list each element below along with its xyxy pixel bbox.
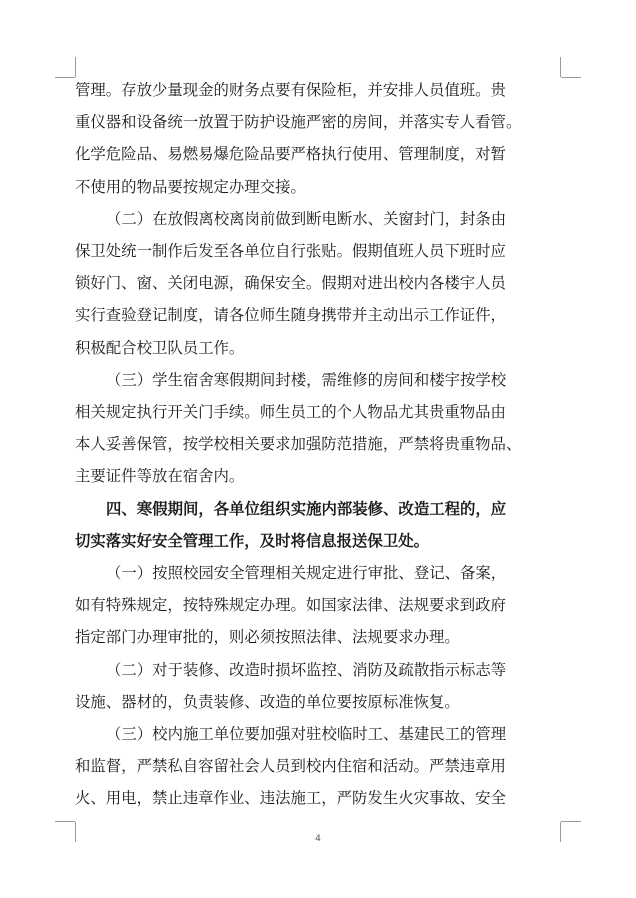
- crop-mark-top-right-v: [560, 57, 561, 77]
- crop-mark-top-left-v: [75, 57, 76, 77]
- paragraph-line: 保卫处统一制作后发至各单位自行张贴。假期值班人员下班时应: [75, 242, 506, 260]
- paragraph-line: （三）校内施工单位要加强对驻校临时工、基建民工的管理: [106, 725, 507, 743]
- paragraph-line: 化学危险品、易燃易爆危险品要严格执行使用、管理制度，对暂: [75, 145, 506, 164]
- crop-mark-top-left-h: [55, 77, 75, 78]
- crop-mark-bottom-right-h: [561, 821, 581, 822]
- paragraph-line: 实行查验登记制度，请各位师生随身携带并主动出示工作证件，: [75, 306, 506, 325]
- paragraph-line: 锁好门、窗、关闭电源，确保安全。假期对进出校内各楼宇人员: [75, 274, 506, 293]
- paragraph-line: （二）在放假离校离岗前做到断电断水、关窗封门，封条由: [106, 209, 507, 228]
- paragraph-line: 本人妥善保管，按学校相关要求加强防范措施，严禁将贵重物品、: [75, 435, 522, 454]
- paragraph-line: （三）学生宿舍寒假期间封楼，需维修的房间和楼宇按学校: [106, 370, 507, 389]
- paragraph-line: 积极配合校卫队员工作。: [75, 338, 245, 357]
- paragraph-line: （一）按照校园安全管理相关规定进行审批、登记、备案，: [106, 564, 507, 582]
- paragraph-line: 设施、器材的，负责装修、改造的单位要按原标准恢复。: [75, 692, 460, 711]
- paragraph-line: （二）对于装修、改造时损坏监控、消防及疏散指示标志等: [106, 660, 507, 679]
- paragraph-line: 指定部门办理审批的，则必须按照法律、法规要求办理。: [75, 628, 460, 647]
- section-heading-line: 四、寒假期间，各单位组织实施内部装修、改造工程的，应: [106, 499, 507, 518]
- paragraph-line: 火、用电，禁止违章作业、违法施工，严防发生火灾事故、安全: [75, 789, 506, 808]
- paragraph-line: 如有特殊规定，按特殊规定办理。如国家法律、法规要求到政府: [75, 596, 506, 615]
- paragraph-line: 重仪器和设备统一放置于防护设施严密的房间，并落实专人看管。: [75, 113, 522, 132]
- page-number: 4: [315, 834, 321, 844]
- paragraph-line: 相关规定执行开关门手续。师生员工的个人物品尤其贵重物品由: [75, 403, 506, 421]
- crop-mark-top-right-h: [561, 77, 581, 78]
- paragraph-line: 主要证件等放在宿舍内。: [75, 467, 245, 486]
- paragraph-line: 和监督，严禁私自容留社会人员到校内住宿和活动。严禁违章用: [75, 757, 506, 776]
- paragraph-line: 不使用的物品要按规定办理交接。: [75, 177, 306, 196]
- section-heading-line: 切实落实好安全管理工作，及时将信息报送保卫处。: [75, 531, 429, 550]
- paragraph-line: 管理。存放少量现金的财务点要有保险柜，并安排人员值班。贵: [75, 81, 506, 99]
- crop-mark-bottom-left-h: [55, 821, 75, 822]
